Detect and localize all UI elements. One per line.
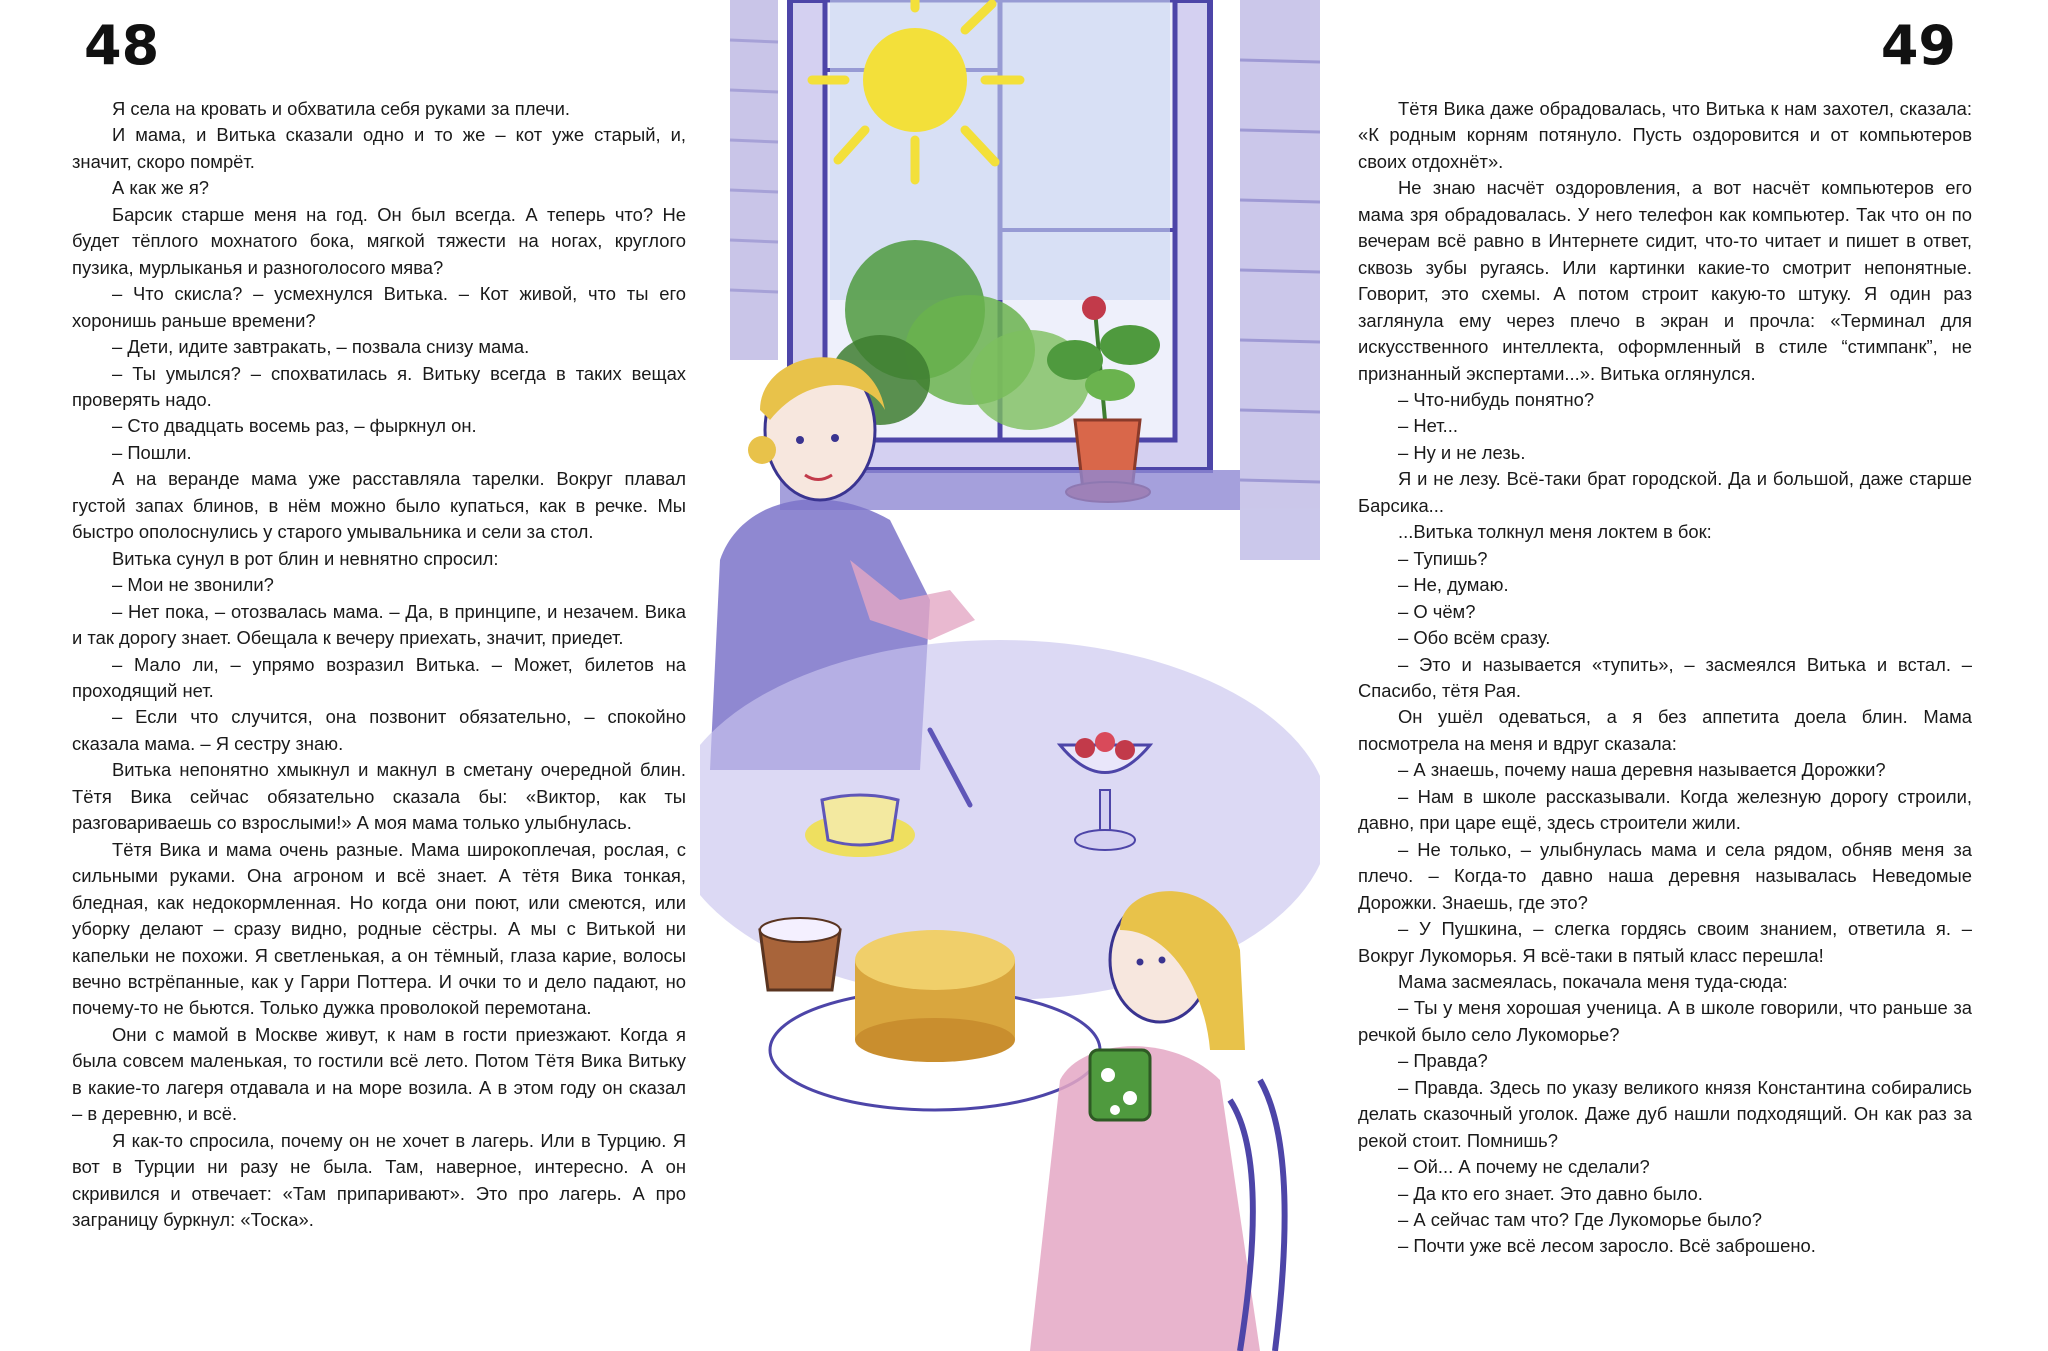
wall-stripes (730, 0, 778, 360)
paragraph: – Не, думаю. (1398, 574, 1509, 596)
sour-cream-pot-icon (760, 918, 840, 990)
paragraph: – Что-нибудь понятно? (1398, 388, 1595, 410)
paragraph: – Не только, – улыбнулась мама и села рядом, обняв меня за плечо. – Когда-то давно наша деревня называлась Неведомые Дорожки. Знаешь, где это? (1358, 838, 1972, 913)
paragraph: Витька непонятно хмыкнул и макнул в сметану очередной блин. Тётя Вика сейчас обязательно сказала бы: «Виктор, как ты разговариваешь со взрослыми!» А моя мама только улыбнулась. (72, 759, 686, 834)
paragraph: Я и не лезу. Всё-таки брат городской. Да и большой, даже старше Барсика... (1358, 468, 1972, 516)
paragraph: – Это и называется «тупить», – засмеялся Витька и встал. – Спасибо, тётя Рая. (1358, 653, 1972, 701)
paragraph: – Что скисла? – усмехнулся Витька. – Кот живой, что ты его хоронишь раньше времени? (72, 283, 686, 331)
paragraph: – Правда? (1398, 1050, 1488, 1072)
paragraph: – Почти уже всё лесом заросло. Всё заброшено. (1398, 1235, 1816, 1257)
paragraph: Витька сунул в рот блин и невнятно спросил: (112, 547, 499, 569)
paragraph: – Нам в школе рассказывали. Когда железную дорогу строили, давно, при царе ещё, здесь строители жили. (1358, 785, 1972, 834)
paragraph: – Ну и не лезь. (1398, 441, 1526, 463)
paragraph: – Нет пока, – отозвалась мама. – Да, в принципе, и незачем. Вика и так дорогу знает. Обещала к вечеру приехать, значит, приедет. (72, 600, 686, 649)
paragraph: – У Пушкина, – слегка гордясь своим знанием, ответила я. – Вокруг Лукоморья. Я всё-таки в пятый класс перешла! (1358, 918, 1972, 966)
paragraph: – Если что случится, она позвонит обязательно, – спокойно сказала мама. – Я сестру знаю. (72, 706, 686, 754)
paragraph: Тётя Вика и мама очень разные. Мама широкоплечая, рослая, с сильными руками. Она агроном и всё знает. А тётя Вика тонкая, бледная, как недокормленная. Но когда они поют, или смеются, или уборку делают – сразу видно, родные сёстры. А мы с Витькой ни капельки не похожи. Я светленькая, а он тёмный, глаза карие, волосы вечно встрёпанные, как у Гарри Поттера. И очки то и дело падают, но почему-то не бьются. Только дужка проволокой перемотана. (72, 838, 686, 1019)
paragraph: – Мало ли, – упрямо возразил Витька. – Может, билетов на проходящий нет. (72, 653, 686, 701)
paragraph: – Тупишь? (1398, 547, 1488, 569)
paragraph: – Ты умылся? – спохватилась я. Витьку всегда в таких вещах проверять надо. (72, 362, 686, 410)
paragraph: – Да кто его знает. Это давно было. (1398, 1182, 1703, 1204)
paragraph: – Пошли. (112, 441, 192, 463)
paragraph: ...Витька толкнул меня локтем в бок: (1398, 521, 1712, 543)
paragraph: – Нет... (1398, 415, 1458, 437)
paragraph: Я села на кровать и обхватила себя руками за плечи. (112, 98, 571, 119)
tea-cup-icon (805, 795, 915, 857)
paragraph: Я как-то спросила, почему он не хочет в лагерь. Или в Турцию. Я вот в Турции ни разу не была. Там, наверное, интересно. А он скривился и отвечает: «Там припаривают». Это про лагерь. А про заграницу буркнул: «Тоска». (72, 1129, 686, 1231)
paragraph: Мама засмеялась, покачала меня туда-сюда: (1398, 970, 1788, 992)
page-number-right: 49 (1880, 14, 1956, 77)
paragraph: Не знаю насчёт оздоровления, а вот насчёт компьютеров его мама зря обрадовалась. У него телефон как компьютер. Так что он по вечерам всё равно в Интернете сидит, что-то читает и пишет в ответ, сквозь зубы ругаясь. Или картинки какие-то смотрит непонятные. Говорит, это схемы. А потом строит какую-то штуку. Я один раз заглянула ему через плечо в экран и прочла: «Терминал для искусственного интеллекта, оформленный в стиле “стимпанк”, не признанный экспертами...». Витька оглянулся. (1358, 177, 1972, 384)
paragraph: Он ушёл одеваться, а я без аппетита доела блин. Мама посмотрела на меня и вдруг сказала: (1358, 706, 1972, 754)
paragraph: Тётя Вика даже обрадовалась, что Витька к нам захотел, сказала: «К родным корням потянуло. Пусть оздоровится и от компьютеров своих отдохнёт». (1358, 98, 1972, 172)
paragraph: А как же я? (112, 177, 210, 199)
paragraph: А на веранде мама уже расставляла тарелки. Вокруг плавал густой запах блинов, в нём можно было купаться, как в речке. Мы быстро ополоснулись у старого умывальника и сели за стол. (72, 468, 686, 543)
paragraph: – Ты у меня хорошая ученица. А в школе говорили, что раньше за речкой было село Лукоморье? (1358, 997, 1972, 1045)
paragraph: – Сто двадцать восемь раз, – фыркнул он. (112, 415, 477, 437)
paragraph: Барсик старше меня на год. Он был всегда. А теперь что? Не будет тёплого мохнатого бока, мягкой тяжести на ногах, круглого пузика, мурлыканья и разноголосого мява? (72, 203, 686, 278)
left-page-text (72, 96, 686, 1233)
green-mug-icon (1090, 1050, 1150, 1120)
paragraph: Они с мамой в Москве живут, к нам в гости приезжают. Когда я была совсем маленькая, то гостили всё лето. Потом Тётя Вика Витьку в какие-то лагеря отдавала и на море возила. А в этом году он сказал – в деревню, и всё. (72, 1023, 686, 1125)
paragraph: – А сейчас там что? Где Лукоморье было? (1398, 1209, 1762, 1231)
right-wall (1240, 0, 1320, 560)
paragraph: – Ой... А почему не сделали? (1398, 1156, 1650, 1178)
paragraph: – Мои не звонили? (112, 574, 274, 596)
paragraph: – Обо всём сразу. (1398, 627, 1551, 649)
paragraph: – О чём? (1398, 600, 1476, 622)
paragraph: – Дети, идите завтракать, – позвала снизу мама. (112, 336, 530, 358)
right-page-text (1358, 96, 1972, 1260)
page-number-left: 48 (84, 14, 160, 77)
paragraph: И мама, и Витька сказали одно и то же – кот уже старый, и, значит, скоро помрёт. (72, 124, 686, 172)
paragraph: – Правда. Здесь по указу великого князя Константина собирались делать сказочный уголок. Даже дуб нашли подходящий. Он как раз за рекой стоит. Помнишь? (1358, 1076, 1972, 1151)
paragraph: – А знаешь, почему наша деревня называется Дорожки? (1398, 759, 1886, 781)
breakfast-illustration (700, 0, 1320, 1351)
